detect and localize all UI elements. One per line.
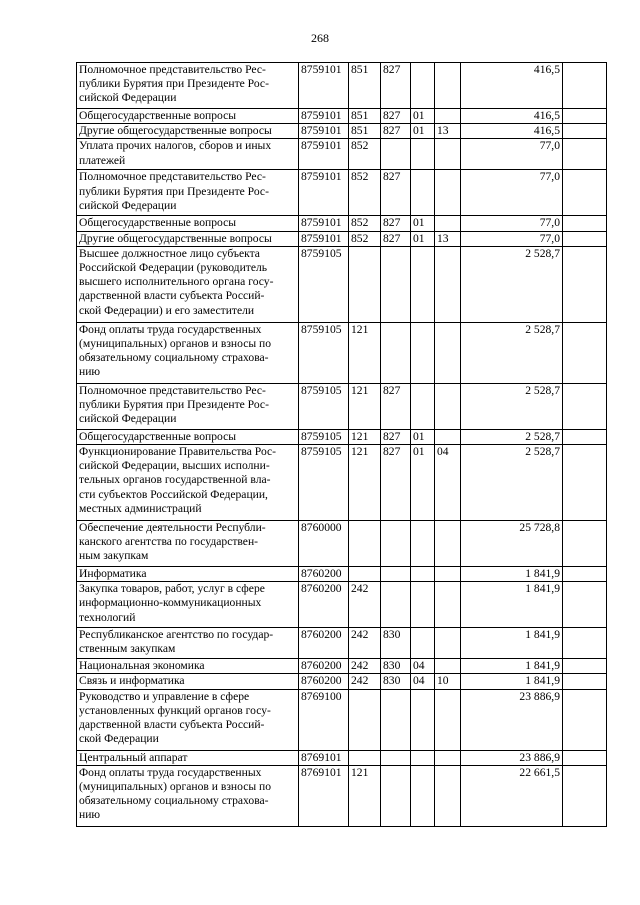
table-row xyxy=(77,216,607,231)
row-amount-cell: 2 528,7 xyxy=(461,322,563,383)
row-amount-cell: 2 528,7 xyxy=(461,445,563,521)
row-target-code-cell: 8769101 xyxy=(299,750,349,765)
row-expense-type-cell: 852 xyxy=(349,170,381,216)
row-target-code-cell: 8759105 xyxy=(299,322,349,383)
row-subsection-cell xyxy=(435,322,461,383)
row-subsection-cell xyxy=(435,750,461,765)
row-expense-type-cell: 242 xyxy=(349,659,381,674)
table-row xyxy=(77,170,607,216)
table-row xyxy=(77,231,607,246)
row-target-code-cell: 8769100 xyxy=(299,689,349,750)
row-subsection-cell xyxy=(435,521,461,567)
row-section-cell xyxy=(411,689,435,750)
row-amount-cell: 416,5 xyxy=(461,109,563,124)
row-amount-cell: 1 841,9 xyxy=(461,628,563,659)
row-amount-cell: 25 728,8 xyxy=(461,521,563,567)
row-name-cell: Фонд оплаты труда государственных (муниципальных) органов и взносы по обязательному социальному страхова- нию xyxy=(77,322,299,383)
row-name-cell: Национальная экономика xyxy=(77,659,299,674)
row-blank-cell xyxy=(563,124,607,139)
page-number: 268 xyxy=(311,31,329,45)
row-name-cell: Связь и информатика xyxy=(77,674,299,689)
row-amount-cell: 22 661,5 xyxy=(461,765,563,826)
row-department-cell xyxy=(381,750,411,765)
row-department-cell xyxy=(381,765,411,826)
row-target-code-cell: 8759105 xyxy=(299,246,349,322)
row-section-cell: 01 xyxy=(411,231,435,246)
table-row xyxy=(77,659,607,674)
row-name-cell: Фонд оплаты труда государственных (муниципальных) органов и взносы по обязательному социальному страхова- нию xyxy=(77,765,299,826)
row-target-code-cell: 8759101 xyxy=(299,124,349,139)
row-subsection-cell xyxy=(435,765,461,826)
row-department-cell: 827 xyxy=(381,109,411,124)
row-blank-cell xyxy=(563,216,607,231)
row-target-code-cell: 8759101 xyxy=(299,63,349,109)
row-subsection-cell xyxy=(435,170,461,216)
row-section-cell: 01 xyxy=(411,429,435,444)
row-name-cell: Информатика xyxy=(77,567,299,582)
row-target-code-cell: 8759101 xyxy=(299,231,349,246)
row-department-cell: 827 xyxy=(381,216,411,231)
row-expense-type-cell: 852 xyxy=(349,231,381,246)
row-expense-type-cell: 242 xyxy=(349,582,381,628)
row-section-cell xyxy=(411,383,435,429)
row-name-cell: Функционирование Правительства Рос- сийской Федерации, высших исполни- тельных органов государственной вла- сти субъектов Российской Федерации, местных администраций xyxy=(77,445,299,521)
row-section-cell: 04 xyxy=(411,674,435,689)
row-target-code-cell: 8759105 xyxy=(299,429,349,444)
row-amount-cell: 416,5 xyxy=(461,63,563,109)
row-section-cell xyxy=(411,521,435,567)
row-subsection-cell xyxy=(435,109,461,124)
row-blank-cell xyxy=(563,521,607,567)
row-name-cell: Центральный аппарат xyxy=(77,750,299,765)
row-name-cell: Общегосударственные вопросы xyxy=(77,429,299,444)
row-section-cell: 01 xyxy=(411,216,435,231)
table-row xyxy=(77,567,607,582)
row-target-code-cell: 8760200 xyxy=(299,582,349,628)
table-row xyxy=(77,429,607,444)
row-expense-type-cell: 242 xyxy=(349,628,381,659)
row-department-cell: 827 xyxy=(381,231,411,246)
row-target-code-cell: 8760000 xyxy=(299,521,349,567)
table-row xyxy=(77,582,607,628)
row-subsection-cell xyxy=(435,582,461,628)
row-expense-type-cell: 242 xyxy=(349,674,381,689)
row-department-cell xyxy=(381,139,411,170)
table-row xyxy=(77,445,607,521)
row-amount-cell: 77,0 xyxy=(461,170,563,216)
row-subsection-cell xyxy=(435,63,461,109)
row-name-cell: Закупка товаров, работ, услуг в сфере информационно-коммуникационных технологий xyxy=(77,582,299,628)
budget-table xyxy=(76,62,607,827)
row-blank-cell xyxy=(563,689,607,750)
row-expense-type-cell: 121 xyxy=(349,322,381,383)
table-row xyxy=(77,383,607,429)
row-amount-cell: 2 528,7 xyxy=(461,383,563,429)
row-amount-cell: 23 886,9 xyxy=(461,750,563,765)
row-expense-type-cell xyxy=(349,521,381,567)
row-expense-type-cell: 121 xyxy=(349,429,381,444)
row-blank-cell xyxy=(563,445,607,521)
budget-table-body xyxy=(77,63,607,827)
row-blank-cell xyxy=(563,109,607,124)
row-subsection-cell xyxy=(435,216,461,231)
row-department-cell xyxy=(381,689,411,750)
row-department-cell: 827 xyxy=(381,429,411,444)
row-blank-cell xyxy=(563,628,607,659)
row-name-cell: Другие общегосударственные вопросы xyxy=(77,124,299,139)
row-subsection-cell: 04 xyxy=(435,445,461,521)
table-row xyxy=(77,124,607,139)
row-name-cell: Общегосударственные вопросы xyxy=(77,109,299,124)
row-amount-cell: 23 886,9 xyxy=(461,689,563,750)
row-department-cell: 827 xyxy=(381,170,411,216)
row-name-cell: Высшее должностное лицо субъекта Российской Федерации (руководитель высшего исполнительного органа госу- дарственной власти субъекта Россий- ской Федерации) и его заместители xyxy=(77,246,299,322)
row-expense-type-cell: 121 xyxy=(349,383,381,429)
row-department-cell: 830 xyxy=(381,674,411,689)
row-department-cell: 827 xyxy=(381,124,411,139)
table-row xyxy=(77,521,607,567)
row-expense-type-cell xyxy=(349,246,381,322)
row-name-cell: Полномочное представительство Рес- публики Бурятия при Президенте Рос- сийской Федерации xyxy=(77,383,299,429)
row-amount-cell: 2 528,7 xyxy=(461,429,563,444)
row-target-code-cell: 8759105 xyxy=(299,383,349,429)
row-expense-type-cell: 852 xyxy=(349,139,381,170)
row-section-cell xyxy=(411,750,435,765)
row-blank-cell xyxy=(563,63,607,109)
row-section-cell: 01 xyxy=(411,109,435,124)
table-row xyxy=(77,63,607,109)
row-amount-cell: 77,0 xyxy=(461,139,563,170)
row-section-cell xyxy=(411,322,435,383)
row-amount-cell: 77,0 xyxy=(461,216,563,231)
row-subsection-cell xyxy=(435,383,461,429)
row-amount-cell: 2 528,7 xyxy=(461,246,563,322)
row-blank-cell xyxy=(563,383,607,429)
row-expense-type-cell: 852 xyxy=(349,216,381,231)
row-department-cell: 830 xyxy=(381,659,411,674)
row-section-cell xyxy=(411,246,435,322)
row-amount-cell: 1 841,9 xyxy=(461,659,563,674)
row-expense-type-cell: 851 xyxy=(349,63,381,109)
row-name-cell: Полномочное представительство Рес- публики Бурятия при Президенте Рос- сийской Федерации xyxy=(77,63,299,109)
row-expense-type-cell: 851 xyxy=(349,124,381,139)
row-target-code-cell: 8759101 xyxy=(299,139,349,170)
table-row xyxy=(77,765,607,826)
row-amount-cell: 1 841,9 xyxy=(461,674,563,689)
row-subsection-cell xyxy=(435,429,461,444)
row-expense-type-cell: 121 xyxy=(349,445,381,521)
row-section-cell xyxy=(411,63,435,109)
row-subsection-cell: 13 xyxy=(435,231,461,246)
row-department-cell: 827 xyxy=(381,445,411,521)
row-section-cell: 01 xyxy=(411,124,435,139)
row-name-cell: Общегосударственные вопросы xyxy=(77,216,299,231)
row-target-code-cell: 8759101 xyxy=(299,216,349,231)
row-blank-cell xyxy=(563,659,607,674)
row-subsection-cell xyxy=(435,246,461,322)
row-subsection-cell xyxy=(435,659,461,674)
row-section-cell xyxy=(411,765,435,826)
row-department-cell xyxy=(381,521,411,567)
row-blank-cell xyxy=(563,231,607,246)
row-target-code-cell: 8759101 xyxy=(299,170,349,216)
row-target-code-cell: 8759101 xyxy=(299,109,349,124)
row-subsection-cell xyxy=(435,628,461,659)
row-expense-type-cell xyxy=(349,689,381,750)
row-amount-cell: 416,5 xyxy=(461,124,563,139)
row-section-cell xyxy=(411,567,435,582)
row-blank-cell xyxy=(563,567,607,582)
row-name-cell: Полномочное представительство Рес- публики Бурятия при Президенте Рос- сийской Федерации xyxy=(77,170,299,216)
row-subsection-cell xyxy=(435,567,461,582)
row-blank-cell xyxy=(563,246,607,322)
table-row xyxy=(77,750,607,765)
row-subsection-cell xyxy=(435,689,461,750)
row-expense-type-cell xyxy=(349,750,381,765)
row-blank-cell xyxy=(563,582,607,628)
row-section-cell xyxy=(411,582,435,628)
row-amount-cell: 1 841,9 xyxy=(461,582,563,628)
row-blank-cell xyxy=(563,765,607,826)
row-name-cell: Уплата прочих налогов, сборов и иных платежей xyxy=(77,139,299,170)
row-department-cell: 827 xyxy=(381,383,411,429)
row-department-cell: 827 xyxy=(381,63,411,109)
table-row xyxy=(77,246,607,322)
row-blank-cell xyxy=(563,322,607,383)
row-blank-cell xyxy=(563,139,607,170)
row-expense-type-cell xyxy=(349,567,381,582)
row-blank-cell xyxy=(563,170,607,216)
table-row xyxy=(77,628,607,659)
row-department-cell xyxy=(381,567,411,582)
row-name-cell: Руководство и управление в сфере установленных функций органов госу- дарственной власти субъекта Россий- ской Федерации xyxy=(77,689,299,750)
row-subsection-cell: 10 xyxy=(435,674,461,689)
table-row xyxy=(77,322,607,383)
row-department-cell xyxy=(381,246,411,322)
table-row xyxy=(77,109,607,124)
row-name-cell: Обеспечение деятельности Республи- канского агентства по государствен- ным закупкам xyxy=(77,521,299,567)
row-section-cell xyxy=(411,139,435,170)
row-target-code-cell: 8760200 xyxy=(299,674,349,689)
row-blank-cell xyxy=(563,429,607,444)
table-row xyxy=(77,674,607,689)
row-name-cell: Республиканское агентство по государ- ственным закупкам xyxy=(77,628,299,659)
row-amount-cell: 1 841,9 xyxy=(461,567,563,582)
row-target-code-cell: 8759105 xyxy=(299,445,349,521)
row-section-cell xyxy=(411,170,435,216)
row-subsection-cell: 13 xyxy=(435,124,461,139)
table-row xyxy=(77,139,607,170)
row-target-code-cell: 8760200 xyxy=(299,628,349,659)
row-name-cell: Другие общегосударственные вопросы xyxy=(77,231,299,246)
row-subsection-cell xyxy=(435,139,461,170)
row-expense-type-cell: 121 xyxy=(349,765,381,826)
row-target-code-cell: 8760200 xyxy=(299,659,349,674)
row-section-cell xyxy=(411,628,435,659)
row-department-cell xyxy=(381,322,411,383)
row-blank-cell xyxy=(563,750,607,765)
row-target-code-cell: 8760200 xyxy=(299,567,349,582)
table-row xyxy=(77,689,607,750)
row-section-cell: 04 xyxy=(411,659,435,674)
row-expense-type-cell: 851 xyxy=(349,109,381,124)
row-amount-cell: 77,0 xyxy=(461,231,563,246)
row-department-cell: 830 xyxy=(381,628,411,659)
row-target-code-cell: 8769101 xyxy=(299,765,349,826)
row-section-cell: 01 xyxy=(411,445,435,521)
row-blank-cell xyxy=(563,674,607,689)
row-department-cell xyxy=(381,582,411,628)
